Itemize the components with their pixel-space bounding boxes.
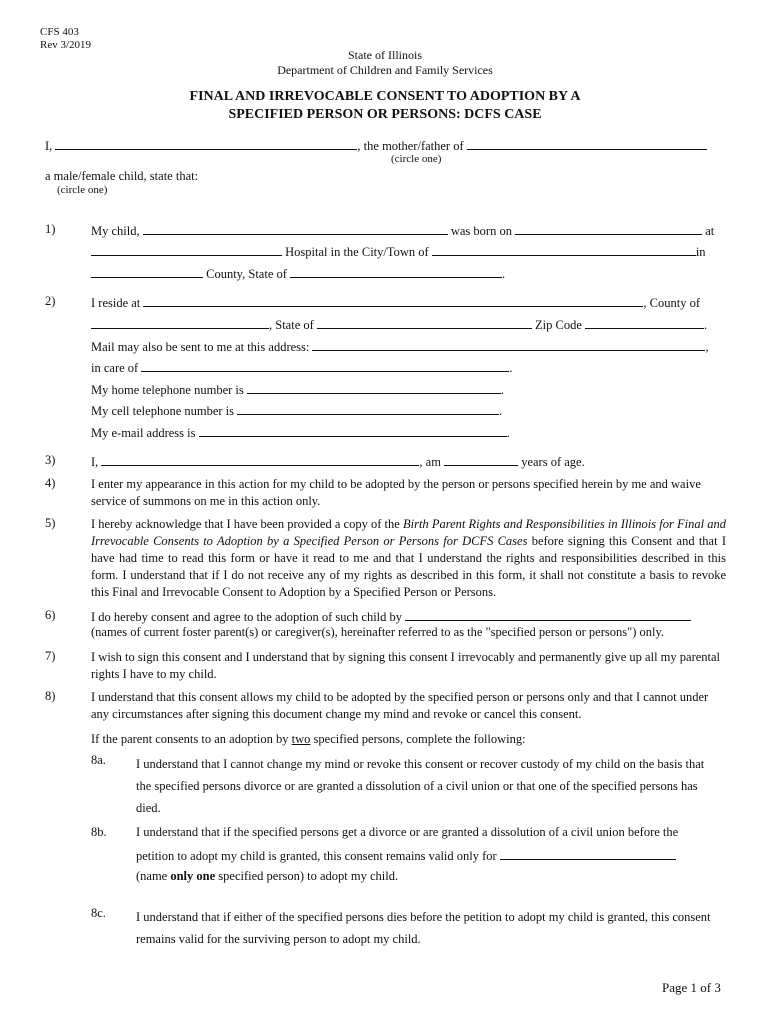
section-7-text: I wish to sign this consent and I understand that by signing this consent I irrevocably and permanently give up all my parental rights I have to my child. <box>91 650 721 681</box>
form-title-line-1: FINAL AND IRREVOCABLE CONSENT TO ADOPTION BY A <box>189 89 581 104</box>
section-5-number: 5) <box>45 516 56 530</box>
mail-address-label: Mail may also be sent to me at this address: <box>91 340 310 354</box>
county-of-label: , County of <box>643 296 701 310</box>
section-7-number: 7) <box>45 649 56 663</box>
in-care-of-field[interactable] <box>141 359 509 372</box>
my-child-label: My child, <box>91 224 140 238</box>
birth-date-field[interactable] <box>515 222 702 235</box>
period: . <box>499 404 503 418</box>
cell-phone-label: My cell telephone number is <box>91 404 235 418</box>
period: . <box>704 318 708 332</box>
at-label: at <box>705 224 715 238</box>
s2-line-5 <box>91 381 504 398</box>
form-title-line-2: SPECIFIED PERSON OR PERSONS: DCFS CASE <box>228 107 542 122</box>
two-underlined: two <box>291 732 311 746</box>
s5-text-b: before signing this Consent and that I have had time to read this form or have it read to me and that I understand the rights and responsibilities described in this form. I understand that if I do not receive any of my rights as described in this form, it shall not constitute a basis to revoke this Final and Irrevocable Consent to Adoption by a Specified Person or Persons. <box>91 534 726 599</box>
section-8b-number: 8b. <box>91 825 107 839</box>
s8b-name-c: specified person) to adopt my child. <box>215 869 399 883</box>
born-on-label: was born on <box>450 224 512 238</box>
valid-only-for-label: petition to adopt my child is granted, this consent remains valid only for <box>136 849 497 863</box>
specified-person-name-field[interactable] <box>500 847 676 860</box>
birth-county-field[interactable] <box>91 265 203 278</box>
form-revision: Rev 3/2019 <box>40 39 92 51</box>
section-3-number: 3) <box>45 453 56 467</box>
two-persons-note <box>91 732 526 747</box>
reside-label: I reside at <box>91 296 141 310</box>
mail-address-field[interactable] <box>312 338 705 351</box>
mother-father-label: , the mother/father of <box>357 139 464 153</box>
section-4-number: 4) <box>45 476 56 490</box>
s8b-line-2 <box>136 847 676 864</box>
two-persons-a: If the parent consents to an adoption by <box>91 732 292 746</box>
s6-line-2: (names of current foster parent(s) or caregiver(s), hereinafter referred to as the "specified person or persons") only. <box>91 625 665 639</box>
birth-state-field[interactable] <box>290 265 502 278</box>
s5-text-a: I hereby acknowledge that I have been provided a copy of the <box>91 517 403 531</box>
zip-code-label: Zip Code <box>535 318 582 332</box>
only-one-bold: only one <box>170 869 216 883</box>
s8b-name-a: (name <box>136 869 171 883</box>
section-8-text: I understand that this consent allows my child to be adopted by the specified person or persons only and that I cannot under any circumstances after signing this document change my mind and revoke or cancel this consent. <box>91 690 709 721</box>
birth-parent-rights-doc-title: Birth Parent Rights and Responsibilities in Illinois for Final and Irrevocable Consents to Adoption by a Specified Person or Persons for DCFS Cases <box>91 517 727 548</box>
email-field[interactable] <box>199 424 507 437</box>
child-name-field-2[interactable] <box>143 222 448 235</box>
age-field[interactable] <box>444 453 518 466</box>
period: . <box>506 426 510 440</box>
signer-name-field[interactable] <box>101 453 419 466</box>
home-phone-field[interactable] <box>247 381 501 394</box>
circle-one-note-2: (circle one) <box>57 184 108 196</box>
intro-i-label: I, <box>45 139 53 153</box>
circle-one-note: (circle one) <box>391 153 442 165</box>
s3-line <box>91 453 585 470</box>
department-name: Department of Children and Family Services <box>277 63 493 77</box>
s2-line-4 <box>91 359 512 376</box>
cell-phone-field[interactable] <box>237 402 499 415</box>
period: . <box>509 361 513 375</box>
section-8a-number: 8a. <box>91 753 106 767</box>
s1-line-3 <box>91 265 505 282</box>
in-label: in <box>695 245 706 259</box>
s2-line-6 <box>91 402 502 419</box>
s1-line-2 <box>91 243 706 260</box>
hospital-field[interactable] <box>91 243 282 256</box>
section-2-number: 2) <box>45 294 56 308</box>
state-of-label: , State of <box>269 318 314 332</box>
section-6-number: 6) <box>45 608 56 622</box>
section-8a-text: I understand that I cannot change my mind or revoke this consent or recover custody of my child on the basis that the specified persons divorce or are granted a dissolution of a civil union or that one of the specified persons has died. <box>136 757 705 815</box>
state-name: State of Illinois <box>348 48 422 62</box>
s8b-line-3 <box>136 869 398 884</box>
section-1-number: 1) <box>45 222 56 236</box>
section-4-text: I enter my appearance in this action for my child to be adopted by the person or persons specified herein by me and waive service of summons on me in this action only. <box>91 477 701 508</box>
zip-code-field[interactable] <box>585 316 704 329</box>
hospital-label: Hospital in the City/Town of <box>285 245 429 259</box>
s8b-line-1: I understand that if the specified persons get a divorce or are granted a dissolution of a civil union before the <box>136 825 679 839</box>
two-persons-b: specified persons, complete the following: <box>310 732 526 746</box>
child-name-field[interactable] <box>467 137 707 150</box>
residence-address-field[interactable] <box>143 294 643 307</box>
comma: , <box>705 340 709 354</box>
email-label: My e-mail address is <box>91 426 196 440</box>
s1-line-1 <box>91 222 714 239</box>
intro-line <box>45 137 707 154</box>
page-number: Page 1 of 3 <box>662 980 721 995</box>
male-female-label: a male/female child, state that: <box>45 169 199 183</box>
section-8-number: 8) <box>45 689 56 703</box>
s2-line-7 <box>91 424 510 441</box>
home-phone-label: My home telephone number is <box>91 383 244 397</box>
section-8c-number: 8c. <box>91 906 106 920</box>
form-id: CFS 403 <box>40 26 79 38</box>
residence-state-field[interactable] <box>317 316 532 329</box>
s2-line-2 <box>91 316 707 333</box>
s2-line-3 <box>91 338 709 355</box>
county-state-label: County, State of <box>206 267 287 281</box>
specified-persons-field[interactable] <box>405 608 691 621</box>
consent-to-adoption-label: I do hereby consent and agree to the adoption of such child by <box>91 610 403 624</box>
am-label: , am <box>419 455 441 469</box>
section-8c-text: I understand that if either of the specified persons dies before the petition to adopt my child is granted, this consent remains valid for the surviving person to adopt my child. <box>136 910 711 946</box>
s6-line-1 <box>91 608 691 625</box>
period: . <box>502 267 506 281</box>
parent-name-field[interactable] <box>55 137 357 150</box>
residence-county-field[interactable] <box>91 316 269 329</box>
city-town-field[interactable] <box>432 243 696 256</box>
in-care-of-label: in care of <box>91 361 139 375</box>
period: . <box>500 383 504 397</box>
section-5-text <box>91 516 726 601</box>
i-label: I, <box>91 455 99 469</box>
years-of-age-label: years of age. <box>521 455 585 469</box>
s2-line-1 <box>91 294 700 311</box>
